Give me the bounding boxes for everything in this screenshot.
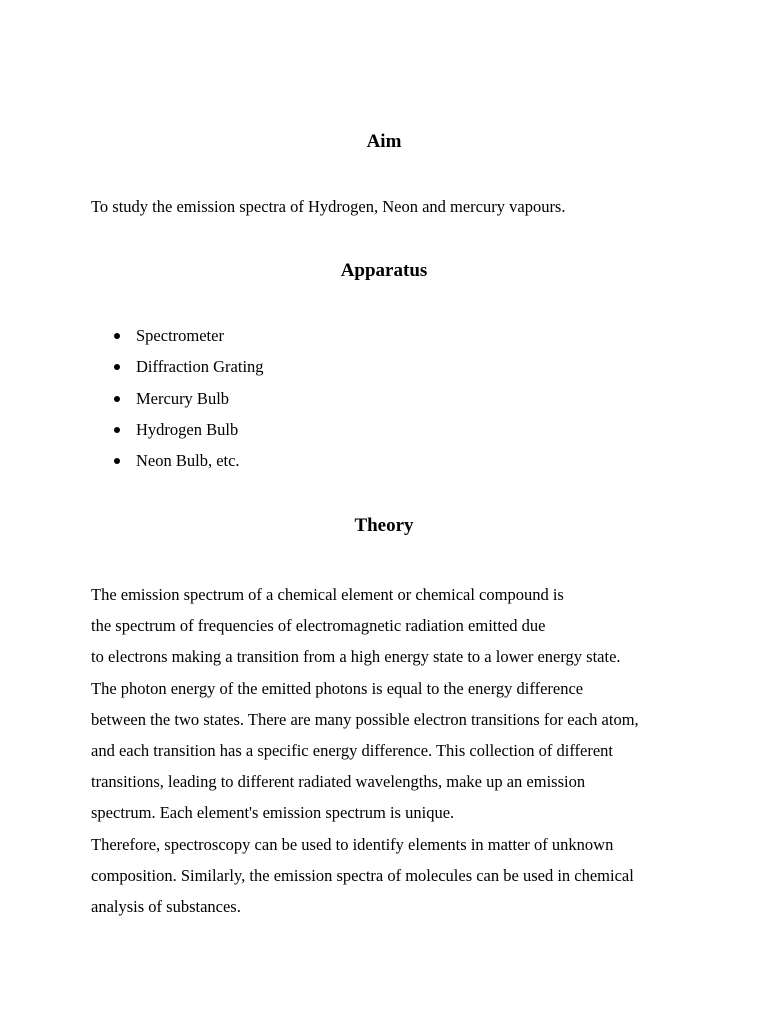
theory-line: transitions, leading to different radiated wavelengths, make up an emission: [91, 772, 586, 792]
list-item: [91, 383, 264, 414]
list-item-label: Diffraction Grating: [136, 357, 264, 377]
theory-line: spectrum. Each element's emission spectrum is unique.: [91, 803, 455, 823]
bullet-icon: [114, 364, 120, 370]
theory-line: analysis of substances.: [91, 897, 241, 917]
apparatus-list: [91, 320, 264, 476]
list-item-label: Hydrogen Bulb: [136, 419, 239, 439]
aim-heading: Aim: [366, 131, 402, 152]
bullet-icon: [114, 396, 120, 402]
aim-text: To study the emission spectra of Hydrogen, Neon and mercury vapours.: [91, 197, 566, 216]
bullet-icon: [114, 427, 120, 433]
list-item-label: Spectrometer: [136, 326, 224, 345]
bullet-icon: [114, 333, 120, 339]
list-item: [91, 445, 264, 476]
list-item-label: Neon Bulb, etc.: [136, 451, 240, 471]
list-item: [91, 414, 264, 445]
theory-line: Therefore, spectroscopy can be used to identify elements in matter of unknown: [91, 834, 614, 854]
theory-line: and each transition has a specific energy difference. This collection of different: [91, 741, 613, 761]
theory-line: The photon energy of the emitted photons is equal to the energy difference: [91, 678, 584, 698]
theory-line: to electrons making a transition from a high energy state to a lower energy state.: [91, 647, 621, 667]
theory-line: the spectrum of frequencies of electromagnetic radiation emitted due: [91, 616, 546, 636]
list-item-label: Mercury Bulb: [136, 388, 230, 408]
theory-heading: Theory: [354, 515, 414, 536]
list-item: [91, 351, 264, 382]
bullet-icon: [114, 458, 120, 464]
theory-line: composition. Similarly, the emission spectra of molecules can be used in chemical: [91, 865, 634, 885]
theory-line: between the two states. There are many possible electron transitions for each atom,: [91, 709, 639, 729]
list-item: [91, 320, 264, 351]
theory-line: The emission spectrum of a chemical element or chemical compound is: [91, 585, 564, 604]
apparatus-heading: Apparatus: [340, 260, 428, 281]
theory-paragraph: [91, 579, 691, 922]
